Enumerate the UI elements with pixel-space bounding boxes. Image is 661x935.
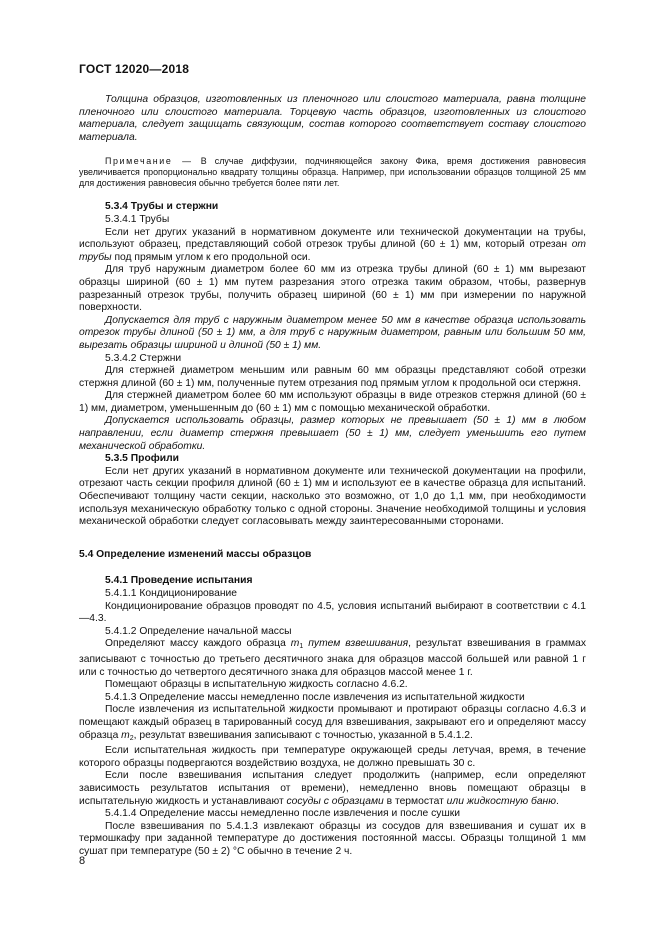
page-content xyxy=(79,94,586,858)
paragraph-rods-2: Для стержней диаметром более 60 мм используют образцы в виде отрезков стержня длиной (60 ± 1) мм, диаметром, уменьшенным до (60 ± 1) мм с помощью механической обработки. xyxy=(79,390,586,414)
paragraph-conditioning: Кондиционирование образцов проводят по 4.5, условия испытаний выбирают в соответствии с 4.1—4.3. xyxy=(79,600,586,625)
note xyxy=(79,156,586,189)
paragraph-volatile: Если испытательная жидкость при температуре окружающей среды летучая, время, в течение которого образцы подвергаются воздействию воздуха, не должно превышать 30 с. xyxy=(79,745,586,769)
heading-5-4-1-1: 5.4.1.1 Кондиционирование xyxy=(105,588,238,599)
page-number: 8 xyxy=(79,855,86,867)
paragraph-continue: Если после взвешивания испытания следует продолжить (например, если определяют зависимость результатов испытания от времени), немедленно вновь помещают образцы в испытательную жидкость и устанавливают сосуды с образцами в термостат или жидкостную баню. xyxy=(79,770,586,807)
paragraph-rods-3: Допускается использовать образцы, размер которых не превышает (50 ± 1) мм в любом направлении, если диаметр стержня превышает (50 ± 1) мм, следует уменьшить его путем механической обработки. xyxy=(79,415,586,452)
heading-5-3-4-2: 5.3.4.2 Стержни xyxy=(105,352,182,364)
paragraph-drying: После взвешивания по 5.4.1.3 извлекают образцы из сосудов для взвешивания и сушат их в термошкафу при заданной температуре до достижения постоянной массы. Образцы толщиной 1 мм сушат при температуре (50 ± 2) °С обычно в течение 2 ч. xyxy=(79,820,586,857)
heading-5-3-4: 5.3.4 Трубы и стержни xyxy=(105,201,219,213)
note-text: В случае диффузии, подчиняющейся закону Фика, время достижения равновесия увеличивается пропорционально квадрату толщины образца. Например, при использовании образцов толщиной 25 мм для достижения равновесия обычно требуется более пяти лет. xyxy=(79,156,586,189)
paragraph-thickness: Толщина образцов, изготовленных из пленочного или слоистого материала, равна толщине пленочного или слоистого материала. Торцевую часть образцов, изготовленных из слоистого материала, следует защищать связующим, состав которого соответствует составу слоистого материала. xyxy=(79,94,586,143)
paragraph-pipes-1: Если нет других указаний в нормативном документе или технической документации на трубы, используют образец, представляющий собой отрезок трубы длиной (60 ± 1) мм, который отрезан от трубы под прямым углом к его продольной оси. xyxy=(79,226,586,263)
paragraph-initial-mass: Определяют массу каждого образца $m_1$ путем взвешивания, результат взвешивания в граммах записывают с точностью до третьего десятичного знака для образцов массой большей или равной 1 г или с точностью до четвертого десятичного знака для образцов массой менее 1 г. xyxy=(79,638,587,678)
heading-5-4: 5.4 Определение изменений массы образцов xyxy=(79,548,312,560)
heading-5-4-1-4: 5.4.1.4 Определение массы немедленно после извлечения и после сушки xyxy=(105,808,460,820)
paragraph-pipes-3: Допускается для труб с наружным диаметром менее 50 мм в качестве образца использовать отрезок трубы длиной (50 ± 1) мм, а для труб с наружным диаметром, равным или большим 50 мм, вырезать образцы шириной и длиной (50 ± 1) мм. xyxy=(79,314,586,351)
heading-5-4-1-2: 5.4.1.2 Определение начальной массы xyxy=(105,625,292,637)
document-code: ГОСТ 12020—2018 xyxy=(79,62,190,76)
paragraph-place-samples: Помещают образцы в испытательную жидкость согласно 4.6.2. xyxy=(105,679,408,691)
heading-5-4-1: 5.4.1 Проведение испытания xyxy=(105,575,253,587)
paragraph-profiles: Если нет других указаний в нормативном документе или технической документации на профили, отрезают часть секции профиля длиной (60 ± 1) мм и используют ее в качестве образца для испытаний. Обеспечивают толщину части секции, насколько это возможно, от 1,0 до 1,1 мм, при необходимости используя механическую обработку только с одной стороны. Значение необходимой толщины и условия механической обработки следует согласовывать между заинтересованными сторонами. xyxy=(79,465,586,528)
heading-5-3-4-1: 5.3.4.1 Трубы xyxy=(105,213,170,225)
paragraph-pipes-2: Для труб наружным диаметром более 60 мм из отрезка трубы длиной (60 ± 1) мм вырезают образцы шириной (60 ± 1) мм путем разрезания этого отрезка таким образом, чтобы, развернув разрезанный отрезок трубы, получить образец шириной (60 ± 1) мм при измерении по наружной поверхности. xyxy=(79,264,586,314)
heading-5-3-5: 5.3.5 Профили xyxy=(105,453,179,465)
paragraph-rods-1: Для стержней диаметром меньшим или равным 60 мм образцы представляют собой отрезки стержня длиной (60 ± 1) мм, полученные путем отрезания под прямым углом к продольной оси стержня. xyxy=(79,365,586,389)
paragraph-extraction: После извлечения из испытательной жидкости промывают и протирают образцы согласно 4.6.3 и помещают каждый образец в тарированный сосуд для взвешивания, закрывают его и определяют массу образца $m_2$, результат взвешивания записывают с точностью, указанной в 5.4.1.2. xyxy=(79,704,586,742)
note-label: Примечание — xyxy=(105,156,193,167)
heading-5-4-1-3: 5.4.1.3 Определение массы немедленно после извлечения из испытательной жидкости xyxy=(105,691,525,703)
